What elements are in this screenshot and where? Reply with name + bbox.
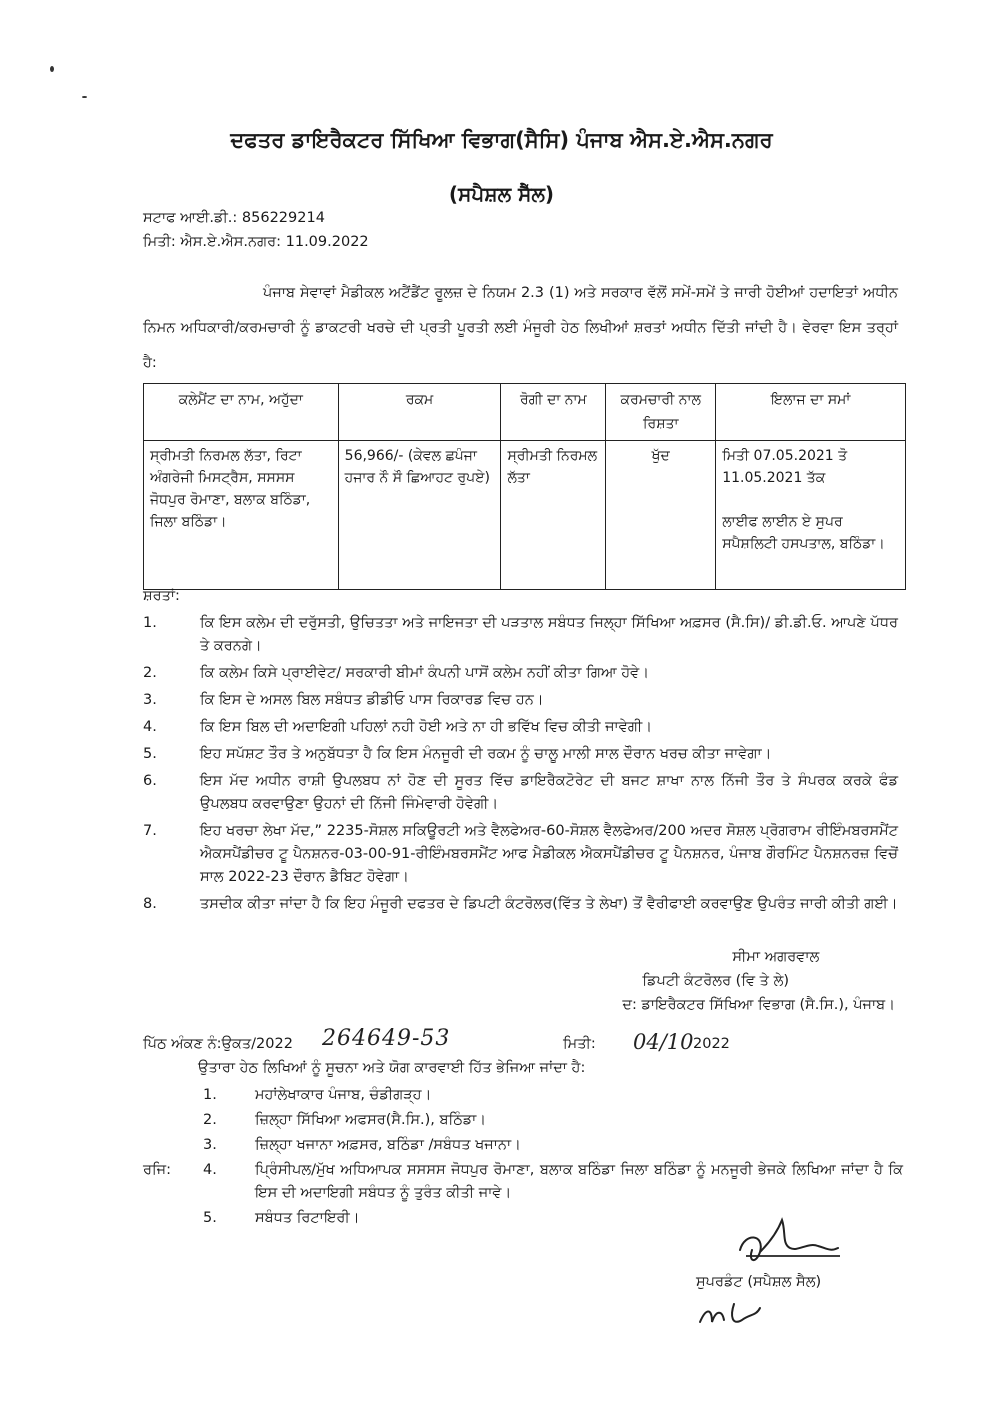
table-header: ਕਲੇਮੈਂਟ ਦਾ ਨਾਮ, ਅਹੁੱਦਾ bbox=[144, 384, 339, 441]
treatment-period-cell bbox=[716, 441, 906, 590]
scan-speck bbox=[50, 66, 54, 72]
list-item: 2. ਜ਼ਿਲ੍ਹਾ ਸਿੱਖਿਆ ਅਫਸਰ(ਸੈ.ਸਿ.), ਬਠਿੰਡਾ। bbox=[203, 1112, 487, 1128]
amount-cell: 56,966/- (ਕੇਵਲ ਛਪੰਜਾ ਹਜਾਰ ਨੌ ਸੌ ਛਿਆਹਟ ਰੁਪਏ) bbox=[338, 441, 501, 590]
list-item: 4. ਕਿ ਇਸ ਬਿਲ ਦੀ ਅਦਾਇਗੀ ਪਹਿਲਾਂ ਨਹੀ ਹੋਈ ਅਤੇ ਨਾ ਹੀ ਭਵਿੱਖ ਵਿਚ ਕੀਤੀ ਜਾਵੇਗੀ। bbox=[143, 719, 653, 735]
conditions-heading: ਸ਼ਰਤਾਂ: bbox=[143, 588, 180, 604]
intro-paragraph: ਪੰਜਾਬ ਸੇਵਾਵਾਂ ਮੈਡੀਕਲ ਅਟੈਂਡੈਂਟ ਰੂਲਜ਼ ਦੇ ਨਿਯਮ 2.3 (1) ਅਤੇ ਸਰਕਾਰ ਵੱਲੋਂ ਸਮੇਂ-ਸਮੇਂ ਤੇ ਜਾਰੀ ਹੋਈਆਂ ਹਦਾਇਤਾਂ ਅਧੀਨ ਨਿਮਨ ਅਧਿਕਾਰੀ/ਕਰਮਚਾਰੀ ਨੂੰ ਡਾਕਟਰੀ ਖਰਚੇ ਦੀ ਪ੍ਰਤੀ ਪੂਰਤੀ ਲਈ ਮੰਜੂਰੀ ਹੇਠ ਲਿਖੀਆਂ ਸ਼ਰਤਾਂ ਅਧੀਨ ਦਿੱਤੀ ਜਾਂਦੀ ਹੈ। ਵੇਰਵਾ ਇਸ ਤਰ੍ਹਾਂ ਹੈ: bbox=[143, 285, 898, 371]
list-item: 3. ਕਿ ਇਸ ਦੇ ਅਸਲ ਬਿਲ ਸਬੰਧਤ ਡੀਡੀਓ ਪਾਸ ਰਿਕਾਰਡ ਵਿਚ ਹਨ। bbox=[143, 692, 544, 708]
signatory-block bbox=[622, 945, 895, 1017]
conditions-list bbox=[143, 612, 898, 920]
table-row bbox=[144, 441, 906, 590]
table-header: ਇਲਾਜ ਦਾ ਸਮਾਂ bbox=[716, 384, 906, 441]
list-item: 8. ਤਸਦੀਕ ਕੀਤਾ ਜਾਂਦਾ ਹੈ ਕਿ ਇਹ ਮੰਜੂਰੀ ਦਫਤਰ ਦੇ ਡਿਪਟੀ ਕੰਟਰੋਲਰ(ਵਿੱਤ ਤੇ ਲੇਖਾ) ਤੋਂ ਵੈਰੀਫਾਈ ਕਰਵਾਉਣ ਉਪਰੰਤ ਜਾਰੀ ਕੀਤੀ ਗਈ। bbox=[143, 896, 898, 912]
signatory-office: ਦ: ਡਾਇਰੈਕਟਰ ਸਿੱਖਿਆ ਵਿਭਾਗ (ਸੈ.ਸਿ.), ਪੰਜਾਬ। bbox=[622, 997, 895, 1013]
copy-heading: ਉਤਾਰਾ ਹੇਠ ਲਿਖਿਆਂ ਨੂੰ ਸੂਚਨਾ ਅਤੇ ਯੋਗ ਕਾਰਵਾਈ ਹਿੱਤ ਭੇਜਿਆ ਜਾਂਦਾ ਹੈ: bbox=[198, 1060, 586, 1076]
endorsement-date-label: ਮਿਤੀ: bbox=[563, 1036, 596, 1052]
table-header: ਕਰਮਚਾਰੀ ਨਾਲ ਰਿਸ਼ਤਾ bbox=[606, 384, 716, 441]
patient-cell: ਸ੍ਰੀਮਤੀ ਨਿਰਮਲ ਲੱਤਾ bbox=[501, 441, 606, 590]
list-item: 7. ਇਹ ਖਰਚਾ ਲੇਖਾ ਮੱਦ,” 2235-ਸੋਸ਼ਲ ਸਕਿਊਰਟੀ ਅਤੇ ਵੈਲਫੇਅਰ-60-ਸੋਸ਼ਲ ਵੈਲਫੇਅਰ/200 ਅਦਰ ਸੋਸ਼ਲ ਪ੍ਰੋਗਰਾਮ ਰੀਇੰਮਬਰਸਮੈਂਟ ਐਕਸਪੈਂਡੀਚਰ ਟੂ ਪੈਨਸ਼ਨਰ-03-00-91-ਰੀਇੰਮਬਰਸਮੈਂਟ ਆਫ ਮੈਡੀਕਲ ਐਕਸਪੈਂਡੀਚਰ ਟੂ ਪੈਨਸ਼ਨਰ, ਪੰਜਾਬ ਗੌਰਮਿੰਟ ਪੈਨਸ਼ਨਰਜ਼ ਵਿਚੋਂ ਸਾਲ 2022-23 ਦੌਰਾਨ ਡੈਬਿਟ ਹੋਵੇਗਾ। bbox=[143, 823, 898, 885]
table-header: ਰੋਗੀ ਦਾ ਨਾਮ bbox=[501, 384, 606, 441]
list-item: 2. ਕਿ ਕਲੇਮ ਕਿਸੇ ਪ੍ਰਾਈਵੇਟ/ ਸਰਕਾਰੀ ਬੀਮਾਂ ਕੰਪਨੀ ਪਾਸੋਂ ਕਲੇਮ ਨਹੀਂ ਕੀਤਾ ਗਿਆ ਹੋਵੇ। bbox=[143, 665, 649, 681]
endorsement-prefix: ਪਿੱਠ ਅੰਕਣ ਨੰ:ਉਕਤ/2022 bbox=[143, 1036, 293, 1052]
list-item: ਰਜਿ: 4. ਪ੍ਰਿੰਸੀਪਲ/ਮੁੱਖ ਅਧਿਆਪਕ ਸਸਸਸ ਜੋਧਪੁਰ ਰੋਮਾਣਾ, ਬਲਾਕ ਬਠਿੰਡਾ ਜਿਲਾ ਬਠਿੰਡਾ ਨੂੰ ਮਨਜੂਰੀ ਭੇਜਕੇ ਲਿਖਿਆ ਜਾਂਦਾ ਹੈ ਕਿ ਇਸ ਦੀ ਅਦਾਇਗੀ ਸਬੰਧਤ ਨੂੰ ਤੁਰੰਤ ਕੀਤੀ ਜਾਵੇ। bbox=[143, 1162, 903, 1201]
treatment-dates: ਮਿਤੀ 07.05.2021 ਤੋ 11.05.2021 ਤੱਕ bbox=[722, 448, 848, 486]
list-item: 1. ਕਿ ਇਸ ਕਲੇਮ ਦੀ ਦਰੁੱਸਤੀ, ਉਚਿਤਤਾ ਅਤੇ ਜਾਇਜਤਾ ਦੀ ਪੜਤਾਲ ਸਬੰਧਤ ਜਿਲ੍ਹਾ ਸਿੱਖਿਆ ਅਫ਼ਸਰ (ਸੈ.ਸਿ)/ ਡੀ.ਡੀ.ਓ. ਆਪਣੇ ਪੱਧਰ ਤੇ ਕਰਨਗੇ। bbox=[143, 615, 898, 654]
list-item: 6. ਇਸ ਮੱਦ ਅਧੀਨ ਰਾਸ਼ੀ ਉਪਲਬਧ ਨਾਂ ਹੋਣ ਦੀ ਸੂਰਤ ਵਿੱਚ ਡਾਇਰੈਕਟੋਰੇਟ ਦੀ ਬਜਟ ਸ਼ਾਖਾ ਨਾਲ ਨਿੱਜੀ ਤੌਰ ਤੇ ਸੰਪਰਕ ਕਰਕੇ ਫੰਡ ਉਪਲਬਧ ਕਰਵਾਉਣਾ ਉਹਨਾਂ ਦੀ ਨਿੱਜੀ ਜਿੰਮੇਵਾਰੀ ਹੋਵੇਗੀ। bbox=[143, 773, 898, 812]
handwritten-endorsement-number: 264649-53 bbox=[322, 1026, 451, 1051]
claim-table bbox=[143, 383, 906, 590]
signatory-designation: ਡਿਪਟੀ ਕੰਟਰੋਲਰ (ਵਿ ਤੇ ਲੇ) bbox=[642, 973, 790, 989]
scan-speck bbox=[82, 96, 87, 98]
signatory-name: ਸੀਮਾ ਅਗਰਵਾਲ bbox=[732, 949, 820, 965]
handwritten-signature bbox=[690, 1212, 860, 1332]
hospital-name: ਲਾਈਫ ਲਾਈਨ ਏ ਸੁਪਰ ਸਪੈਸ਼ਲਿਟੀ ਹਸਪਤਾਲ, ਬਠਿੰਡਾ। bbox=[722, 514, 885, 552]
issue-date: ਮਿਤੀ: ਐਸ.ਏ.ਐਸ.ਨਗਰ: 11.09.2022 bbox=[143, 234, 369, 250]
list-item: 5. ਇਹ ਸਪੱਸ਼ਟ ਤੌਰ ਤੇ ਅਨੁਬੱਧਤਾ ਹੈ ਕਿ ਇਸ ਮੰਨਜੂਰੀ ਦੀ ਰਕਮ ਨੂੰ ਚਾਲੂ ਮਾਲੀ ਸਾਲ ਦੌਰਾਨ ਖਰਚ ਕੀਤਾ ਜਾਵੇਗਾ। bbox=[143, 746, 772, 762]
table-header-row bbox=[144, 384, 906, 441]
cell-subtitle: (ਸਪੈਸ਼ਲ ਸੈੱਲ) bbox=[448, 182, 555, 206]
copy-list bbox=[143, 1084, 903, 1232]
office-title: ਦਫਤਰ ਡਾਇਰੈਕਟਰ ਸਿੱਖਿਆ ਵਿਭਾਗ(ਸੈਸਿ) ਪੰਜਾਬ ਐਸ.ਏ.ਐਸ.ਨਗਰ bbox=[230, 128, 773, 152]
claimant-cell: ਸ੍ਰੀਮਤੀ ਨਿਰਮਲ ਲੱਤਾ, ਰਿਟਾ ਅੰਗਰੇਜੀ ਮਿਸਟ੍ਰੈਸ, ਸਸਸਸ ਜੋਧਪੁਰ ਰੋਮਾਣਾ, ਬਲਾਕ ਬਠਿੰਡਾ, ਜਿਲਾ ਬਠਿੰਡਾ। bbox=[144, 441, 339, 590]
table-header: ਰਕਮ bbox=[338, 384, 501, 441]
relation-cell: ਖੁੱਦ bbox=[606, 441, 716, 590]
list-item: 1. ਮਹਾਂਲੇਖਾਕਾਰ ਪੰਜਾਬ, ਚੰਡੀਗੜ੍ਹ। bbox=[203, 1087, 432, 1103]
handwritten-endorsement-date: 04/10 bbox=[633, 1030, 694, 1054]
endorsement-year: 2022 bbox=[693, 1036, 730, 1052]
staff-id: ਸਟਾਫ ਆਈ.ਡੀ.: 856229214 bbox=[143, 210, 325, 226]
superintendent-designation: ਸੁਪਰਡੰਟ (ਸਪੈਸ਼ਲ ਸੈਲ) bbox=[696, 1274, 822, 1290]
list-item: 3. ਜ਼ਿਲ੍ਹਾ ਖਜਾਨਾ ਅਫ਼ਸਰ, ਬਠਿੰਡਾ /ਸਬੰਧਤ ਖਜਾਨਾ। bbox=[203, 1137, 521, 1153]
list-item: 5. ਸਬੰਧਤ ਰਿਟਾਇਰੀ। bbox=[203, 1210, 360, 1226]
